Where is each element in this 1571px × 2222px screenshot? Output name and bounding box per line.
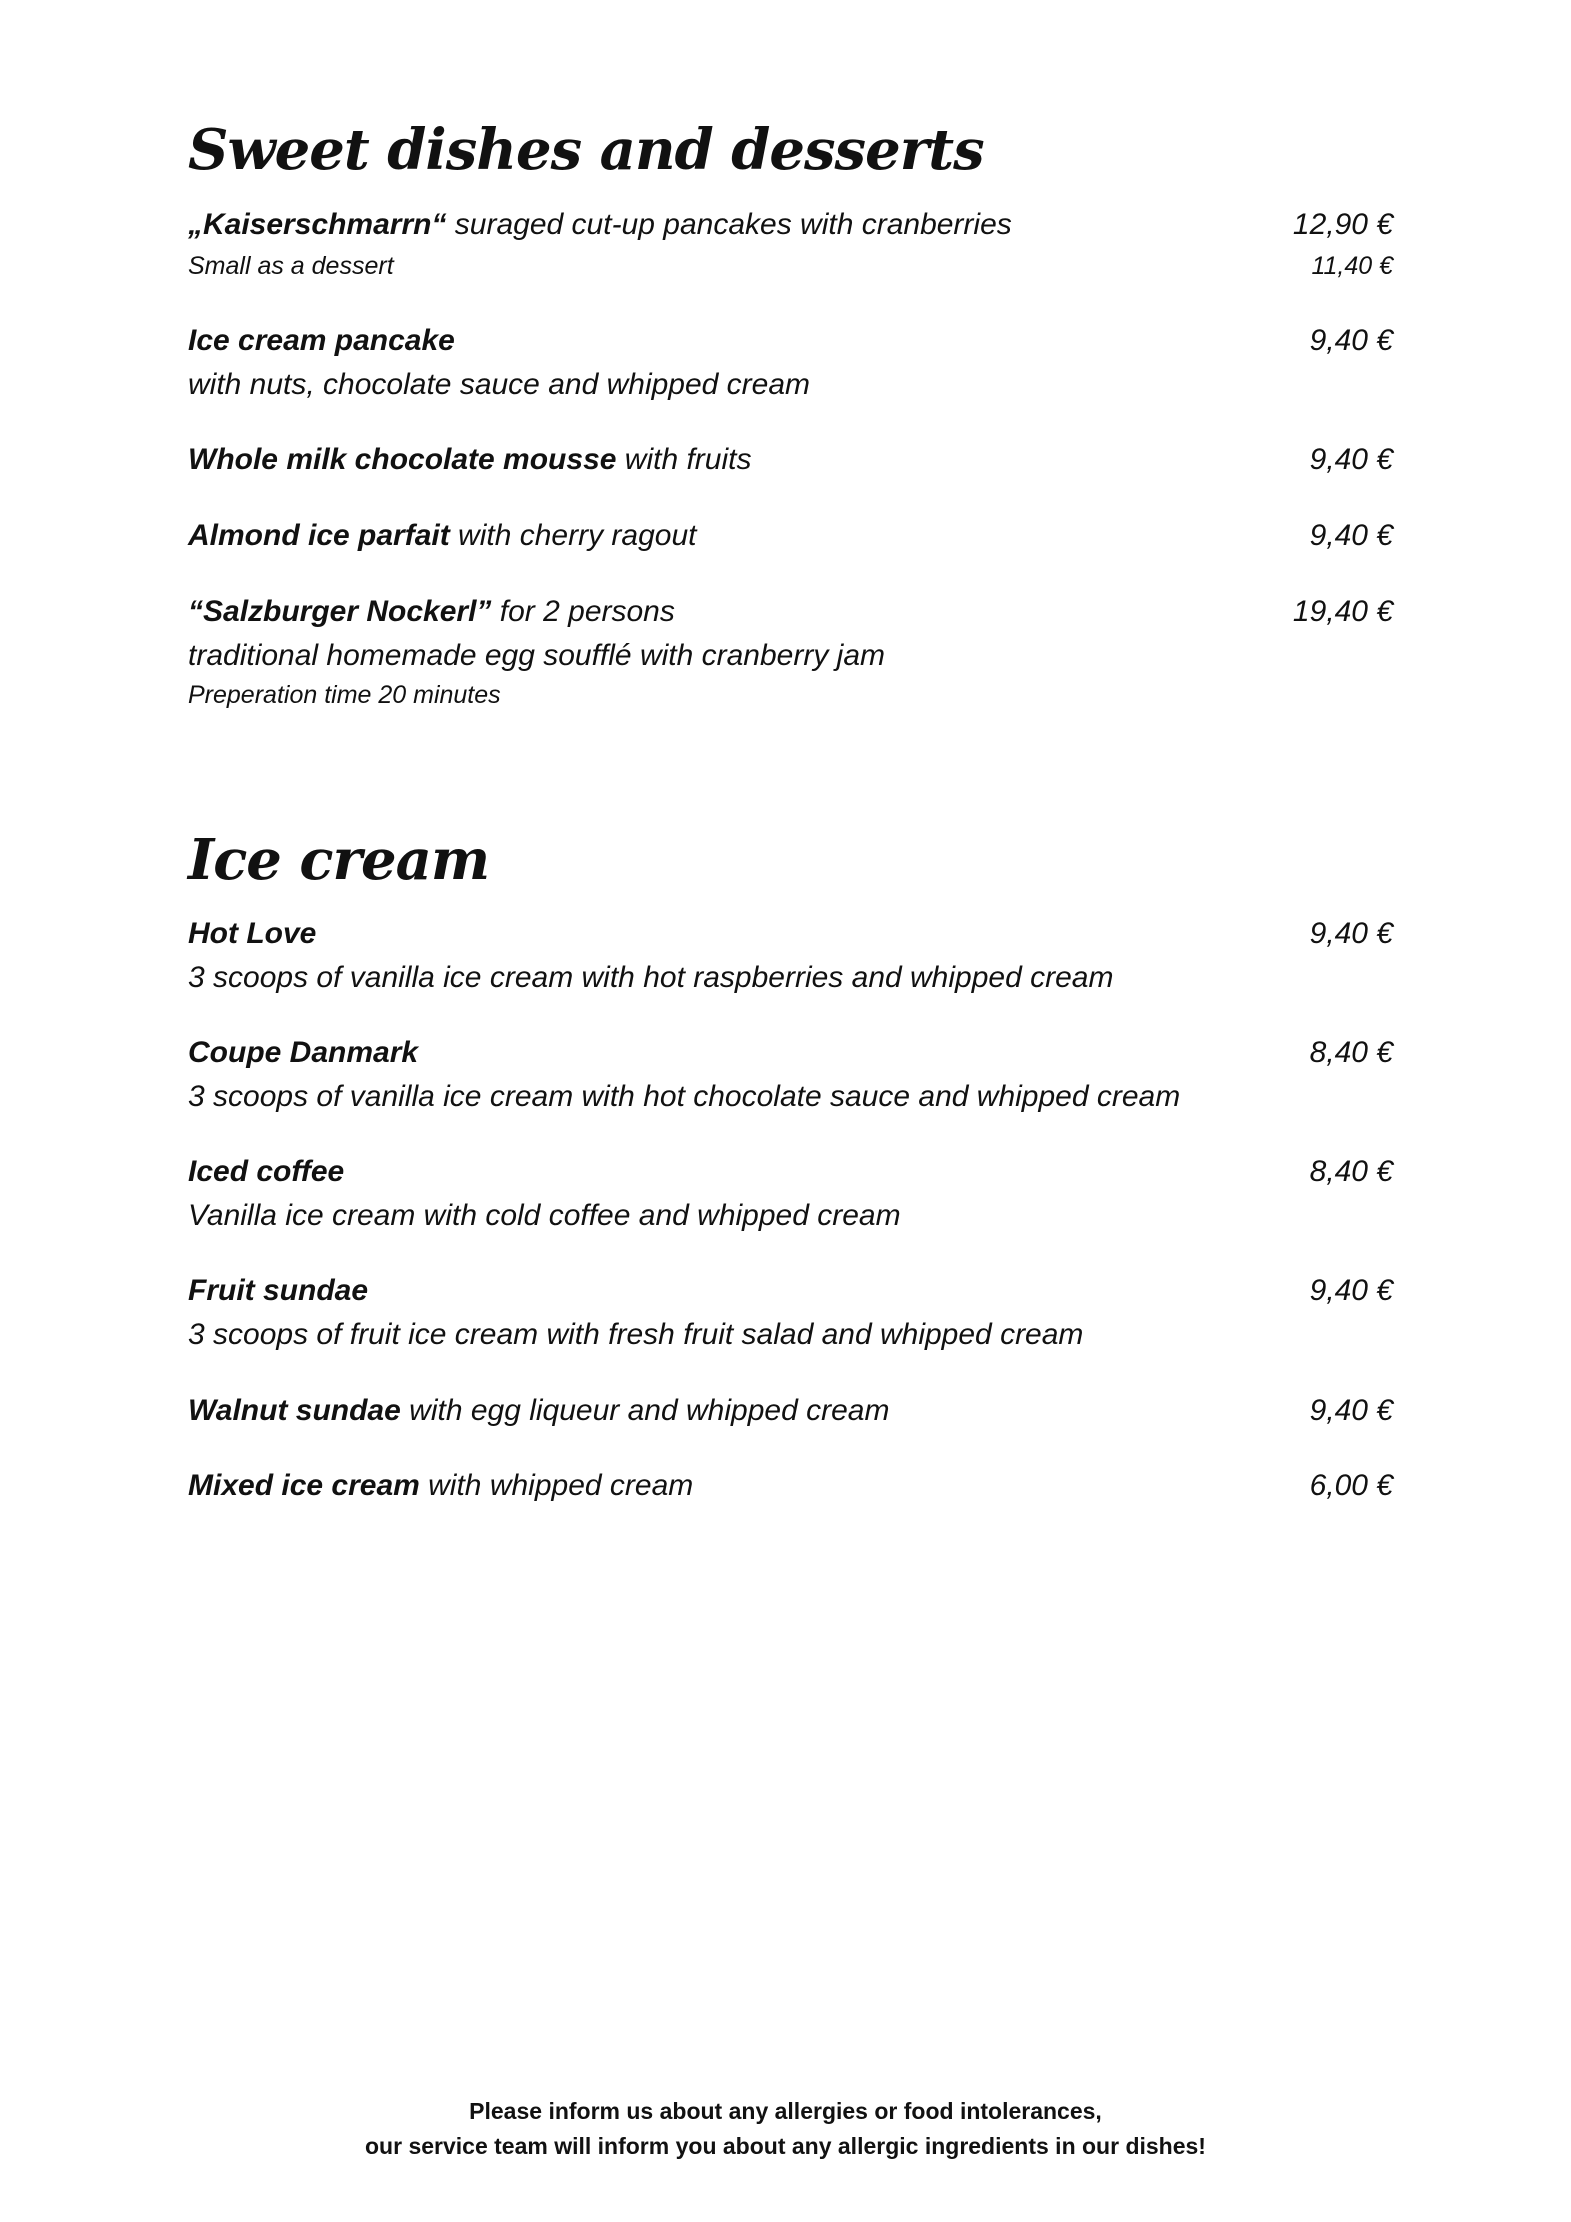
item-price: 8,40 € — [1309, 1036, 1393, 1069]
item-name: Almond ice parfait — [188, 519, 450, 552]
section-title-ice-cream: Ice cream — [188, 827, 490, 893]
menu-item-mixed-ice-cream — [188, 1471, 693, 1501]
item-description: with nuts, chocolate sauce and whipped cream — [188, 368, 811, 401]
item-description: 3 scoops of vanilla ice cream with hot raspberries and whipped cream — [188, 961, 1114, 994]
item-description: for 2 persons — [491, 595, 675, 628]
section-title-sweet-dishes: Sweet dishes and desserts — [188, 117, 984, 183]
menu-item-salzburger-nockerl — [188, 597, 675, 627]
item-price: 9,40 € — [1309, 443, 1393, 476]
item-variant-small: Small as a dessert — [188, 252, 394, 280]
item-description: with egg liqueur and whipped cream — [400, 1394, 890, 1427]
menu-item-ice-cream-pancake — [188, 326, 455, 356]
menu-item-coupe-danmark — [188, 1038, 418, 1068]
item-description: with whipped cream — [419, 1469, 694, 1502]
item-description: with fruits — [616, 443, 752, 476]
item-name: „Kaiserschmarrn“ — [188, 208, 447, 241]
item-description: 3 scoops of fruit ice cream with fresh fruit salad and whipped cream — [188, 1318, 1084, 1351]
menu-item-almond-parfait — [188, 521, 697, 551]
allergy-notice-line-1: Please inform us about any allergies or food intolerances, — [469, 2098, 1102, 2124]
menu-item-chocolate-mousse — [188, 445, 751, 475]
item-price: 9,40 € — [1309, 917, 1393, 950]
item-variant-price: 11,40 € — [1311, 252, 1393, 280]
item-name: Fruit sundae — [188, 1274, 369, 1307]
item-name: Coupe Danmark — [188, 1036, 419, 1069]
item-price: 6,00 € — [1309, 1469, 1393, 1502]
item-price: 12,90 € — [1292, 208, 1393, 241]
menu-item-kaiserschmarrn — [188, 210, 1012, 240]
allergy-notice-line-2: our service team will inform you about any allergic ingredients in our dishes! — [365, 2133, 1206, 2159]
item-description: Vanilla ice cream with cold coffee and whipped cream — [188, 1199, 901, 1232]
item-name: “Salzburger Nockerl” — [188, 595, 492, 628]
item-description: traditional homemade egg soufflé with cranberry jam — [188, 639, 886, 672]
menu-item-hot-love — [188, 919, 316, 949]
item-name: Hot Love — [188, 917, 317, 950]
item-description: with cherry ragout — [449, 519, 697, 552]
item-description: 3 scoops of vanilla ice cream with hot chocolate sauce and whipped cream — [188, 1080, 1181, 1113]
item-name: Walnut sundae — [188, 1394, 401, 1427]
item-name: Whole milk chocolate mousse — [188, 443, 617, 476]
item-price: 9,40 € — [1309, 1274, 1393, 1307]
item-name: Mixed ice cream — [188, 1469, 420, 1502]
item-name: Ice cream pancake — [188, 324, 455, 357]
item-price: 19,40 € — [1292, 595, 1393, 628]
item-price: 8,40 € — [1309, 1155, 1393, 1188]
menu-item-walnut-sundae — [188, 1396, 889, 1426]
item-price: 9,40 € — [1309, 324, 1393, 357]
menu-item-iced-coffee — [188, 1157, 344, 1187]
item-description: suraged cut-up pancakes with cranberries — [446, 208, 1012, 241]
item-note: Preperation time 20 minutes — [188, 681, 501, 709]
item-price: 9,40 € — [1309, 1394, 1393, 1427]
item-price: 9,40 € — [1309, 519, 1393, 552]
item-name: Iced coffee — [188, 1155, 345, 1188]
menu-item-fruit-sundae — [188, 1276, 368, 1306]
